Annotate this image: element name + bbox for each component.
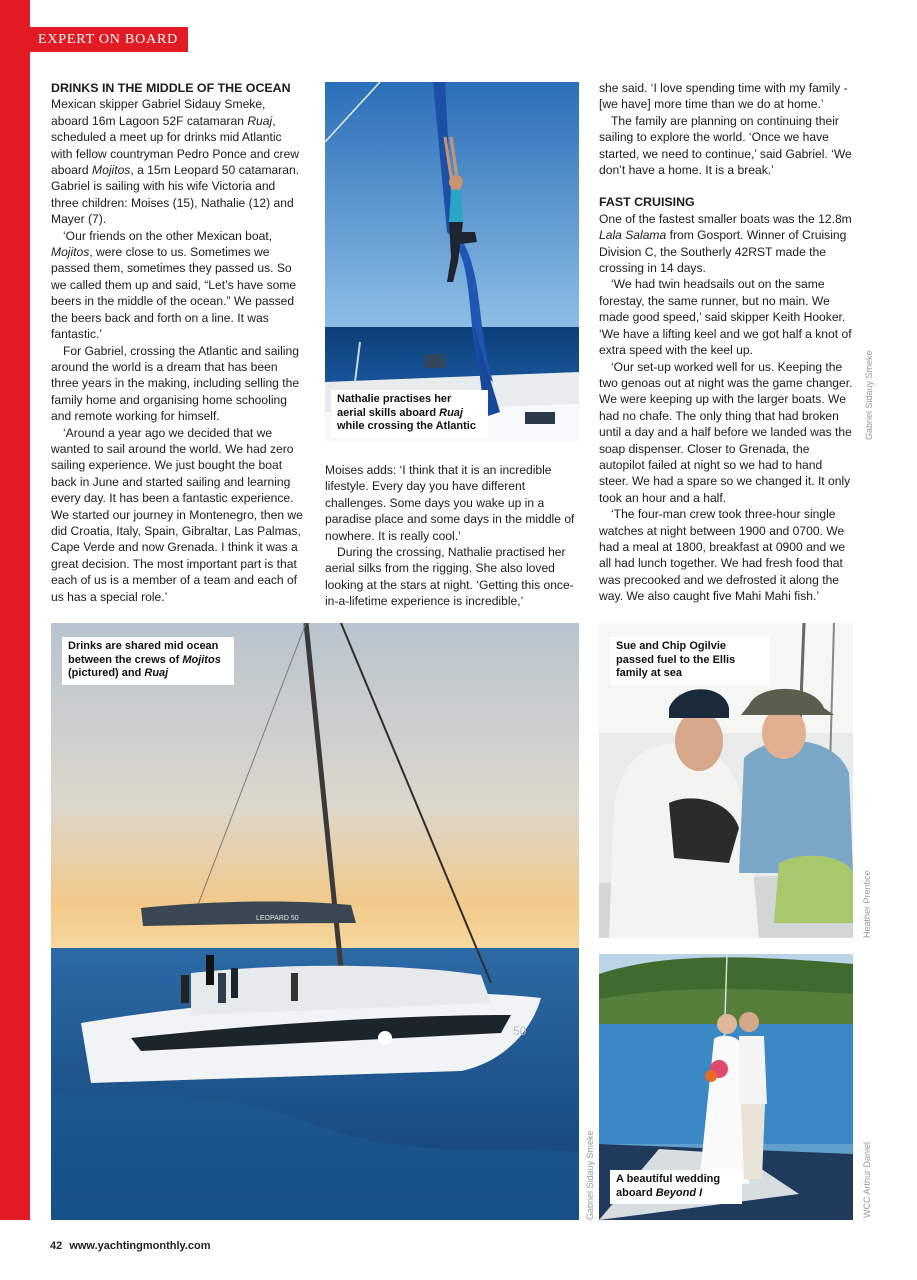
catamaran-photo: [51, 623, 579, 1220]
caption-catamaran: Drinks are shared mid ocean between the crews of Mojitos (pictured) and Ruaj: [62, 637, 234, 685]
paragraph: During the crossing, Nathalie practised her aerial silks from the rigging. She also loved looking at the stars at night. ‘Getting this once-in-a-lifetime experience is incredible,’: [325, 545, 574, 609]
paragraph: ‘Our set-up worked well for us. Keeping the two genoas out at night was the game changer. We were keeping up with the larger boats. We had no chafe. The only thing that had broken until a day and a half before we landed was the soap dispenser. Closer to Grenada, the autopilot failed at night so we had to hand steer. We had a spare so we changed it. It only took an hour and a half.: [599, 359, 853, 505]
photo-credit-wedding: WCC Arthur Daniel: [862, 1141, 872, 1218]
paragraph: The family are planning on continuing their sailing to explore the world. ‘Once we have started, we need to continue,’ said Gabriel. ‘We don’t have a home. It is a break.’: [599, 113, 852, 178]
paragraph: Mexican skipper Gabriel Sidauy Smeke, aboard 16m Lagoon 52F catamaran Ruaj, scheduled a meet up for drinks mid Atlantic with fellow countryman Pedro Ponce and crew aboard Mojitos, a 15m Leopard 50 catamaran. Gabriel is sailing with his wife Victoria and three children: Moises (15), Nathalie (12) and Mayer (7).: [51, 97, 300, 227]
article-column-2: [325, 462, 579, 610]
article-column-1: [51, 80, 305, 605]
section-tag: EXPERT ON BOARD: [30, 27, 188, 52]
paragraph: she said. ‘I love spending time with my family - [we have] more time than we do at home.’: [599, 81, 848, 112]
photo-credit-catamaran: Gabriel Sidauy Smeke: [585, 1130, 595, 1220]
page-number: 42: [50, 1240, 63, 1252]
paragraph: ‘We had twin headsails out on the same forestay, the same runner, but no main. We made good speed,’ said skipper Keith Hooker. ‘We have a lifting keel and we got half a knot of extra speed with the keel up.: [599, 277, 852, 358]
caption-couple: Sue and Chip Ogilvie passed fuel to the Ellis family at sea: [610, 637, 770, 685]
red-margin-bar: [0, 0, 30, 1220]
hull-number-label: 50: [513, 1024, 527, 1038]
aerial-silks-photo: [325, 82, 579, 441]
heading-fast-cruising: FAST CRUISING: [599, 195, 695, 210]
paragraph: For Gabriel, crossing the Atlantic and sailing around the world is a dream that has been three years in the making, including selling the family home and organising home schooling and remote working for himself.: [51, 343, 300, 424]
website-url: www.yachtingmonthly.com: [69, 1240, 211, 1252]
photo-credit-couple: Heather Prentice: [862, 870, 872, 938]
caption-aerial-silks: Nathalie practises her aerial skills aboard Ruaj while crossing the Atlantic: [331, 390, 488, 438]
page-footer: [50, 1240, 211, 1252]
photo-credit-top-right: Gabriel Sidauy Smeke: [864, 350, 874, 440]
paragraph: ‘Our friends on the other Mexican boat, Mojitos, were close to us. Sometimes we passed them, sometimes they passed us. So we called them up and said, “Let’s have some beers in the middle of the ocean.” We passed the beers back and forth on a line. It was fantastic.’: [51, 228, 297, 342]
paragraph: Moises adds: ‘I think that it is an incredible lifestyle. Every day you have different challenges. Some days you wake up in a paradise place and some days in the middle of nowhere. It is really cool.’: [325, 463, 575, 543]
heading-drinks: DRINKS IN THE MIDDLE OF THE OCEAN: [51, 81, 291, 95]
paragraph: ‘The four-man crew took three-hour single watches at night between 1900 and 0700. We had a meal at 1800, breakfast at 0900 and we all had lunch together. We had fresh food that was precooked and we defrosted it along the way. We also caught five Mahi Mahi fish.’: [599, 507, 846, 604]
hull-brand-label: LEOPARD 50: [256, 915, 299, 922]
paragraph: One of the fastest smaller boats was the 12.8m Lala Salama from Gosport. Winner of Cruising Division C, the Southerly 42RST made the crossing in 14 days.: [599, 211, 852, 276]
caption-wedding: A beautiful wedding aboard Beyond I: [610, 1170, 742, 1204]
paragraph: ‘Around a year ago we decided that we wanted to sail around the world. We had zero sailing experience. We just bought the boat back in June and started sailing and learning every day. It has been a fantastic experience. We started our journey in Montenegro, then we did Croatia, Italy, Spain, Gibraltar, Las Palmas, Cape Verde and now Grenada. I think it was a great decision. The most important part is that each of us is a member of a team and each of us has a special role.’: [51, 425, 303, 604]
article-column-3: [599, 80, 853, 605]
